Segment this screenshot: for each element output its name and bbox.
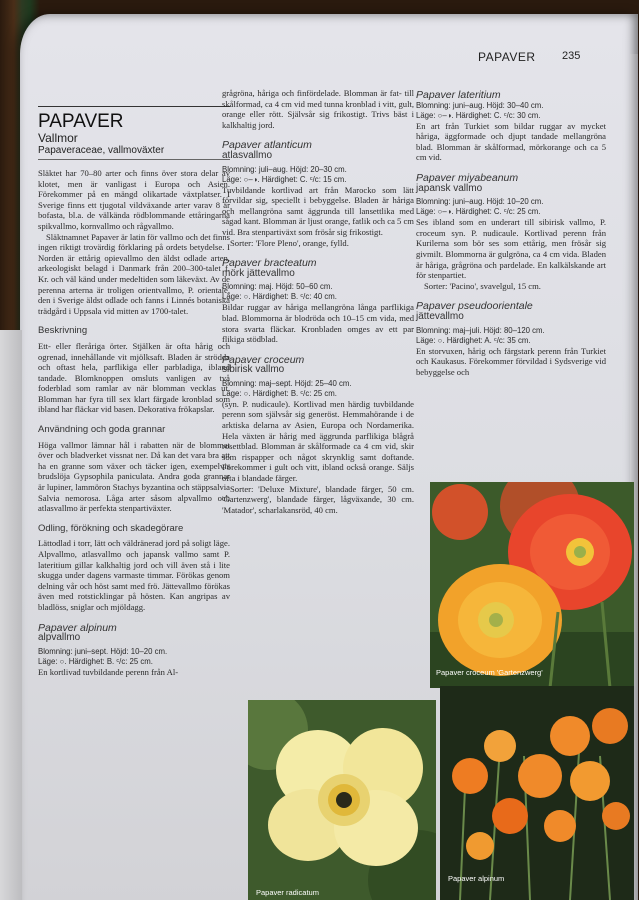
photo-alpinum [440,686,634,900]
genus-family: Papaveraceae, vallmoväxter [38,145,230,160]
species-meta-atlanticum-2: Läge: ○–◑. Härdighet: C. ᶜ/c: 15 cm. [222,174,347,184]
species-text-lateritium: En art från Turkiet som bildar ruggar av mycket håriga, äggformade och djupt tandade mellangröna blad. Blomman är skålformad, mörkorange och ca 5 cm vid. [416,120,606,163]
species-meta-croceum-2: Läge: ○. Härdighet: B. ᶜ/c: 25 cm. [222,388,337,398]
species-name-pseudoorientale: Papaver pseudoorientale [416,300,533,313]
section-heading-use: Användning och goda grannar [38,424,166,436]
species-cultivars-miyabeanum: Sorter: 'Pacino', svavelgul, 15 cm. [424,280,541,291]
species-common-alpinum: alpvallmo [38,632,81,644]
genus-common-name: Vallmor [38,131,78,145]
species-text-alpinum: En kortlivad tuvbildande perenn från Al- [38,666,179,677]
species-name-lateritium: Papaver lateritium [416,89,501,101]
species-meta-alpinum-2: Läge: ○. Härdighet: B. ᶜ/c: 25 cm. [38,656,153,666]
caption-alpinum: Papaver alpinum [448,874,505,883]
running-head-title: PAPAVER [478,50,536,64]
species-name-croceum: Papaver croceum [222,353,305,366]
photo-alpinum-image [440,686,634,900]
intro-paragraph-2: Släktnamnet Papaver är latin för vallmo och det finns ingen riktigt trovärdig förklaring på ordets betydelse. I Norden är ettårig opievallmo den äldst odlade arten, arkeologiskt belagd i Danmark från 200–300-talet f. Kr. och väl känd under medeltiden som läkeväxt. Av de perenna arterna är troligen orientvallmo, P. orientale, den i Sverige äldst odlade och fanns i Linnés botaniska trädgård i Uppsala vid mitten av 1700-talet. [38,231,230,316]
species-name-miyabeanum: Papaver miyabeanum [416,171,519,184]
species-text-atlanticum: Tuvbildande kortlivad art från Marocko som lätt förvildar sig, speciellt i bebyggelse. Bladen är håriga och mellangröna samt äggrunda till lansettlika med sågad kant. Blomman är ljust orange, fatlik och ca 5 cm vid. Bra stenpartiväxt som frösår sig frikostigt. [222,184,414,237]
species-meta-pseudoorientale-2: Läge: ○. Härdighet: A. ᶜ/c: 35 cm. [416,335,531,345]
species-meta-croceum-1: Blomning: maj–sept. Höjd: 25–40 cm. [222,378,352,388]
species-common-croceum: sibirisk vallmo [222,364,285,376]
page-number: 235 [562,50,581,62]
species-name-alpinum: Papaver alpinum [38,621,117,634]
genus-title: PAPAVER [38,106,230,132]
species-meta-alpinum-1: Blomning: juni–sept. Höjd: 10–20 cm. [38,646,168,656]
species-meta-lateritium-2: Läge: ○–◑. Härdighet: C. ᶜ/c: 30 cm. [416,110,541,120]
species-text-miyabeanum: Ses ibland som en underart till sibirisk vallmo, P. croceum syn. P. nudicaule. Kortlivad perenn från Kurilerna som bör ses som ettårig, men frösår sig givmilt. Blommorna är gulgröna, ca 4 cm vida. Bladen är håriga, grågröna och pardelade. En kalkälskande art för stenpartiet. [416,217,606,281]
column-2 [222,88,414,515]
species-common-atlanticum: atlasvallmo [222,149,273,161]
species-common-pseudoorientale: jättevallmo [416,310,464,322]
column-3 [416,88,606,377]
section-heading-description: Beskrivning [38,325,88,337]
species-common-miyabeanum: japansk vallmo [416,182,483,194]
continued-paragraph: grågröna, håriga och finfördelade. Blomman är fat- till skålformad, ca 4 cm vid med tunna kronblad i vitt, gult, orange eller rött. Självsår sig frikostigt. Trivs bäst i kalkhaltig jord. [222,88,414,130]
species-cultivars-atlanticum: Sorter: 'Flore Pleno', orange, fylld. [230,237,349,248]
species-meta-pseudoorientale-1: Blomning: maj–juli. Höjd: 80–120 cm. [416,325,545,335]
species-name-bracteatum: Papaver bracteatum [222,257,317,270]
species-meta-bracteatum-2: Läge: ○. Härdighet: B. ᶜ/c: 40 cm. [222,292,337,302]
photo-croceum-image [430,482,634,688]
species-text-pseudoorientale: En storvuxen, hårig och färgstark perenn från Turkiet och Kaukasus. Förekommer förvildad i Sydsverige vid bebyggelse och [416,345,606,377]
section-heading-propagation: Odling, förökning och skadegörare [38,522,184,534]
caption-croceum: Papaver croceum 'Gartenzwerg' [436,668,543,677]
intro-paragraph: Släktet har 70–80 arter och finns över stora delar av klotet, men är vanligast i Europa och Asien. Förekommer på en mängd olikartade växtplatser. I Sverige finns ett tjugotal vildväxande arter varav 8 är bofasta, bl.a. de välkända rödblommande ettåringarna spikvallmo, kornvallmo och rågvallmo. [38,168,230,231]
species-text-bracteatum: Bildar ruggar av håriga mellangröna långa parflikiga blad. Blommorna är blodröda och 10–15 cm vida, med stora svarta fläckar. Kronbladen omges av ett par flikiga stödblad. [222,302,414,345]
species-cultivars-croceum: Sorter: 'Deluxe Mixture', blandade färger, 50 cm. 'Gartenzwerg', blandade färger, lågväxande, 30 cm. 'Matador', scharlakansröd, 40 cm. [222,483,414,515]
description-paragraph: Ett- eller fleråriga örter. Stjälken är ofta hårig och ogrenad, innehållande vit mjölksaft. Bladen är strödda och oftast hela, parflikiga eller parbladiga, ibland tandade. Blomknoppen omsluts vanligen av två foderblad som ramlar av när blomman vecklas ut. Blomman har fyra till sex klart färgade kronblad som ibland har fläckar vid basen. Dekorativa frökapslar. [38,340,230,415]
species-common-bracteatum: mörk jättevallmo [222,267,295,279]
species-meta-lateritium-1: Blomning: juni–aug. Höjd: 30–40 cm. [416,100,544,110]
species-name-atlanticum: Papaver atlanticum [222,139,312,152]
column-1 [38,98,230,677]
species-meta-atlanticum-1: Blomning: juli–aug. Höjd: 20–30 cm. [222,164,347,174]
species-meta-miyabeanum-1: Blomning: juni–aug. Höjd: 10–20 cm. [416,197,544,207]
previous-page-strip [0,330,22,900]
caption-radicatum: Papaver radicatum [256,888,319,897]
species-text-croceum: (syn. P. nudicaule). Kortlivad men härdig tuvbildande perenn som självsår sig generöst. Hemmahörande i de arktiska delarna av Asien, Europa och Nordamerika. Hela växten är hårig med äggrunda parflikiga blågrå rosettblad. Blomman är skålformade ca 4 cm vid, skir som rispapper och något skrynklig samt doftande. Förekommer i gult och vitt, ibland också orange. Säljs ofta i blandade färger. [222,398,414,484]
species-meta-miyabeanum-2: Läge: ○–◑. Härdighet: C. ᶜ/c: 25 cm. [416,207,541,217]
use-paragraph: Höga vallmor lämnar hål i rabatten när de blommat över och bladverket vissnat ner. Då kan det vara bra att ha en granne som växer och täcker igen, exempelvis brudslöja Gypsophila paniculata. Andra goda grannar är lupiner, lammöron Stachys byzantina och stäppsalvia Salvia nemorosa. Låga arter såsom alpvallmo och atlasvallmo är perfekta stenpartiväxter. [38,439,230,514]
photo-croceum-gartenzwerg [430,482,634,688]
photo-radicatum [248,700,436,900]
photo-radicatum-image [248,700,436,900]
species-meta-bracteatum-1: Blomning: maj. Höjd: 50–60 cm. [222,282,333,292]
propagation-paragraph: Lättodlad i torr, lätt och väldränerad jord på soligt läge. Alpvallmo, atlasvallmo och japansk vallmo samt P. lateritium gillar kalkhaltig jord och vill även stå i lite skugga under dagens varmaste timmar. Förökas genom delning vår och höst samt med frö. Jättevallmo förökas även med rotsticklingar på hösten. Kan angripas av bladlöss, sniglar och mjöldagg. [38,538,230,612]
